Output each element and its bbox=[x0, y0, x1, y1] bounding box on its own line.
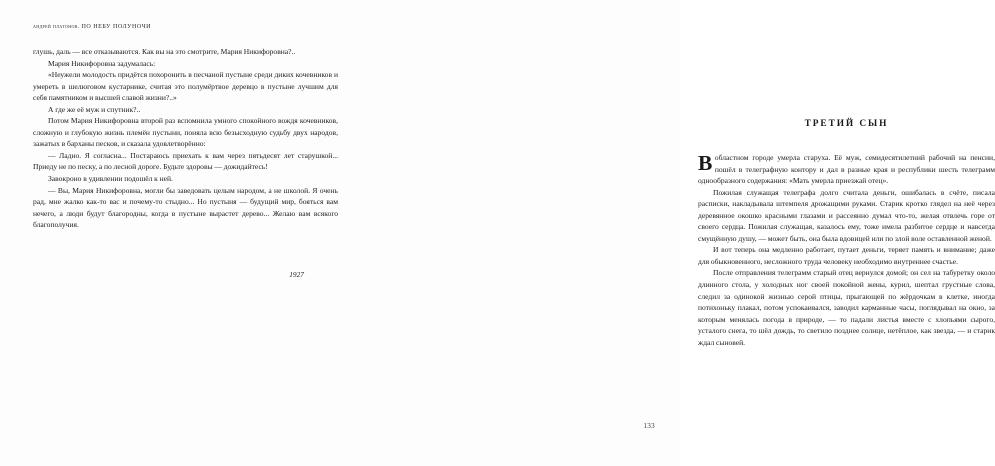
paragraph: Завокроно в удивлении подошёл к ней. bbox=[48, 174, 173, 184]
running-head-author: андрей платонов bbox=[33, 24, 78, 30]
paragraph: И вот теперь она медленно работает, путает деньги, теряет память и внимание; даже для обыкновенного, несложного труда человеку необходимо внутреннее счастье. bbox=[698, 245, 995, 266]
paragraph: глушь, даль — все отказываются. Как вы на это смотрите, Мария Никифоровна?.. bbox=[33, 47, 296, 56]
paragraph: — Ладно. Я согласна... Постараюсь приехать к вам через пятьдесят лет старушкой... Приеду не по песку, а по лесной дороге. Будьте здоровы — дожидайтесь! bbox=[33, 150, 338, 172]
paragraph: Мария Никифоровна задумалась: bbox=[48, 58, 156, 68]
opening-paragraph-text: областном городе умерла старуха. Её муж, семидесятилетний рабочий на пенсии, пошёл в телеграфную контору и дал в разные края и республики шесть телеграмм однообразного содержания: «Мать умерла приезжай отец». bbox=[698, 153, 995, 186]
chapter-title: ТРЕТИЙ СЫН bbox=[804, 119, 889, 129]
paragraph: А где же её муж и спутник?.. bbox=[48, 104, 141, 114]
paragraph: Пожилая служащая телеграфа долго считала деньги, ошибалась в счёте, писала расписки, накладывала штемпеля дрожащими руками. Старик кротко глядел на неё через деревянное окошко красными глазами и рассеянно думал что-то, желая отвлечь горе от своего сердца. Пожилая служащая, казалось ему, тоже имела разбитое сердце и навсегда смущённую душу, — может быть, она была вдовицей или по злой воле оставленной женой. bbox=[698, 187, 995, 243]
paragraph: — Вы, Мария Никифоровна, могли бы заведовать целым народом, а не школой. Я очень рад, мне жалко как-то вас и почему-то стыдно... Но пустыня — будущий мир, бояться вам нечего, а люди будут благородны, когда в пустыне вырастет дерево... Желаю вам всякого благополучия. bbox=[33, 185, 338, 230]
opening-paragraph bbox=[698, 152, 995, 187]
page-number: 133 bbox=[643, 422, 655, 430]
story-date: 1927 bbox=[289, 270, 304, 279]
recto-page bbox=[340, 0, 995, 466]
running-head bbox=[33, 24, 151, 30]
paragraph: Потом Мария Никифоровна второй раз вспомнила умного спокойного вождя кочевников, сложную и глубокую жизнь племён пустыни, поняла всю безысходную судьбу двух народов, зажатых в барханы песков, и сказала удовлетворённо: bbox=[33, 116, 338, 149]
drop-cap: В bbox=[698, 151, 713, 175]
paragraph: После отправления телеграмм старый отец вернулся домой; он сел на табуретку около длинного стола, у холодных ног своей покойной жены, курил, шептал грустные слова, следил за одинокой жизнью серой птицы, прыгающей по жёрдочкам в клетке, иногда потихоньку плакал, потом успокаивался, заводил карманные часы, поглядывал на окно, за которым менялась погода в природе, — то падали листья вместе с хлопьями сырого, усталого снега, то шёл дождь, то светило позднее солнце, нетёплое, как звезда, — и старик ждал сыновей. bbox=[698, 268, 995, 347]
running-head-separator: . bbox=[77, 24, 82, 30]
paragraph: «Неужели молодость придётся похоронить в песчаной пустыне среди диких кочевников и умереть в шелюговом кустарнике, считая это полумёртвое деревцо в пустыне лучшим для себя памятником и высшей славой жизни?..» bbox=[33, 70, 338, 103]
running-head-title: ПО НЕБУ ПОЛУНОЧИ bbox=[81, 24, 151, 30]
recto-text-block bbox=[698, 152, 995, 348]
verso-text-block bbox=[33, 46, 338, 231]
verso-page bbox=[0, 0, 340, 466]
